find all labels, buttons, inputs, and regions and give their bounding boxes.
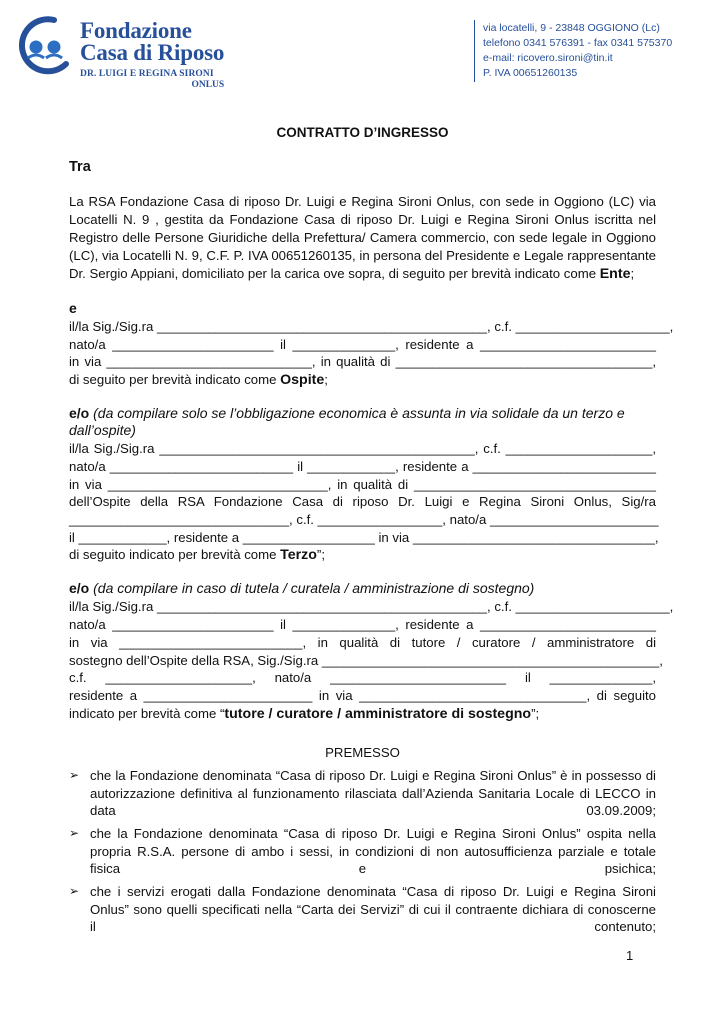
eo2-label: e/o (69, 580, 90, 596)
contact-email: e-mail: ricovero.sironi@tin.it (483, 52, 613, 64)
tutore-line: residente a _______________________ in via _______________________________, di seguito (69, 688, 656, 703)
foundation-logo-icon (14, 14, 76, 76)
eo1-text-2: dall’ospite) (69, 422, 136, 438)
foundation-name (80, 20, 224, 91)
contact-info (483, 21, 672, 81)
ospite-end: ; (324, 372, 328, 387)
ospite-line: nato/a ______________________ il ______________, residente a ________________________ (69, 337, 656, 352)
bullet-line: data 03.09.2009; (90, 803, 656, 818)
document-title: CONTRATTO D’INGRESSO (276, 125, 449, 140)
intro-last-line (69, 265, 634, 283)
ente-label: Ente (599, 266, 631, 282)
terzo-label: Terzo (280, 547, 317, 563)
terzo-line: il/la Sig./Sig.ra ___________________________________________, c.f. ____________________, (69, 441, 656, 456)
intro-text: Dr. Sergio Appiani, domiciliato per la carica ove sopra, di seguito per brevità indicato come (69, 266, 600, 281)
org-line-1: Fondazione (80, 18, 192, 43)
intro-line: La RSA Fondazione Casa di riposo Dr. Luigi e Regina Sironi Onlus, con sede in Oggiono (LC) via (69, 194, 656, 209)
org-line-2: Casa di Riposo (80, 40, 225, 65)
intro-line: Locatelli N. 9 , gestita da Fondazione Casa di riposo Dr. Luigi e Regina Sironi Onlus iscritta nel (69, 212, 656, 227)
terzo-line: il ____________, residente a __________________ in via _________________________________, (69, 530, 659, 545)
bullet-line: che la Fondazione denominata “Casa di riposo Dr. Luigi e Regina Sironi Onlus” è in possesso di (90, 768, 656, 783)
org-line-3: DR. LUIGI E REGINA SIRONI (80, 69, 214, 79)
contact-phone: telefono 0341 576391 - fax 0341 575370 (483, 37, 673, 49)
page-number: 1 (626, 948, 634, 963)
ospite-label: Ospite (280, 372, 325, 388)
bullet-line: che i servizi erogati dalla Fondazione denominata “Casa di riposo Dr. Luigi e Regina Sironi (90, 884, 656, 899)
terzo-end: ”; (316, 547, 325, 562)
terzo-line: dell’Ospite della RSA Fondazione Casa di riposo Dr. Luigi e Regina Sironi Onlus, Sig/ra (69, 494, 656, 509)
org-line-4: ONLUS (191, 80, 225, 90)
bullet-line: il contenuto; (90, 919, 656, 934)
bullet-arrow-icon: ➢ (69, 884, 80, 898)
eo1-text: (da compilare solo se l’obbligazione economica è assunta in via solidale da un terzo e (89, 405, 625, 421)
bullet-line: fisica e psichica; (90, 861, 656, 876)
eo2-text: (da compilare in caso di tutela / curatela / amministrazione di sostegno) (89, 580, 535, 596)
tra-heading: Tra (69, 159, 91, 175)
header-divider (474, 20, 475, 82)
intro-line: Registro delle Persone Giuridiche della Prefettura/ Camera commercio, con sede legale in Oggiono (69, 230, 656, 245)
eo1-label: e/o (69, 405, 90, 421)
tutore-line: c.f. ____________________, nato/a ________________________ il ______________, (69, 670, 656, 685)
premesso-heading: PREMESSO (325, 745, 400, 760)
terzo-line: in via ______________________________, in qualità di _________________________________ (69, 477, 656, 492)
tutore-text: indicato per brevità come “ (69, 706, 225, 721)
bullet-line: che la Fondazione denominata “Casa di riposo Dr. Luigi e Regina Sironi Onlus” ospita nella (90, 826, 656, 841)
bullet-line: propria R.S.A. persone di ambo i sessi, in condizioni di non autosufficienza parziale e totale (90, 844, 656, 859)
tutore-end: ”; (531, 706, 540, 721)
terzo-line: nato/a _________________________ il ____________, residente a _________________________ (69, 459, 656, 474)
bullet-line: autorizzazione definitiva al funzionamento rilasciata dall’Azienda Sanitaria Locale di LECCO in (90, 786, 656, 801)
eo2-heading (69, 580, 534, 597)
tutore-last-line (69, 705, 539, 723)
contact-vat: P. IVA 00651260135 (483, 67, 578, 79)
ospite-line: in via ____________________________, in qualità di ___________________________________, (69, 354, 656, 369)
tutore-label: tutore / curatore / amministratore di sostegno (224, 706, 532, 722)
terzo-line: ______________________________, c.f. _________________, nato/a _______________________ (69, 512, 659, 527)
tutore-line: sostegno dell’Ospite della RSA, Sig./Sig.ra ______________________________________________, (69, 653, 663, 668)
intro-end: ; (630, 266, 635, 281)
terzo-last-line (69, 546, 325, 564)
eo1-heading (69, 405, 625, 422)
tutore-line: in via _________________________, in qualità di tutore / curatore / amministratore di (69, 635, 656, 650)
tutore-line: il/la Sig./Sig.ra _____________________________________________, c.f. _____________________, (69, 599, 674, 614)
bullet-arrow-icon: ➢ (69, 826, 80, 840)
e-label: e (69, 300, 77, 316)
contact-address: via locatelli, 9 - 23848 OGGIONO (Lc) (483, 22, 660, 34)
tutore-line: nato/a ______________________ il ______________, residente a ________________________ (69, 617, 656, 632)
bullet-line: Onlus” sono quelli specificati nella “Carta dei Servizi” di cui il contraente dichiara di conoscerne (90, 902, 656, 917)
bullet-arrow-icon: ➢ (69, 768, 80, 782)
intro-line: (LC), via Locatelli N. 9, C.F. P. IVA 00651260135, in persona del Presidente e Legale rappresentante (69, 248, 656, 263)
terzo-text: di seguito indicato per brevità come (69, 547, 281, 562)
ospite-line: il/la Sig./Sig.ra _____________________________________________, c.f. _____________________, (69, 319, 674, 334)
ospite-last-line (69, 371, 328, 389)
ospite-text: di seguito per brevità indicato come (69, 372, 281, 387)
